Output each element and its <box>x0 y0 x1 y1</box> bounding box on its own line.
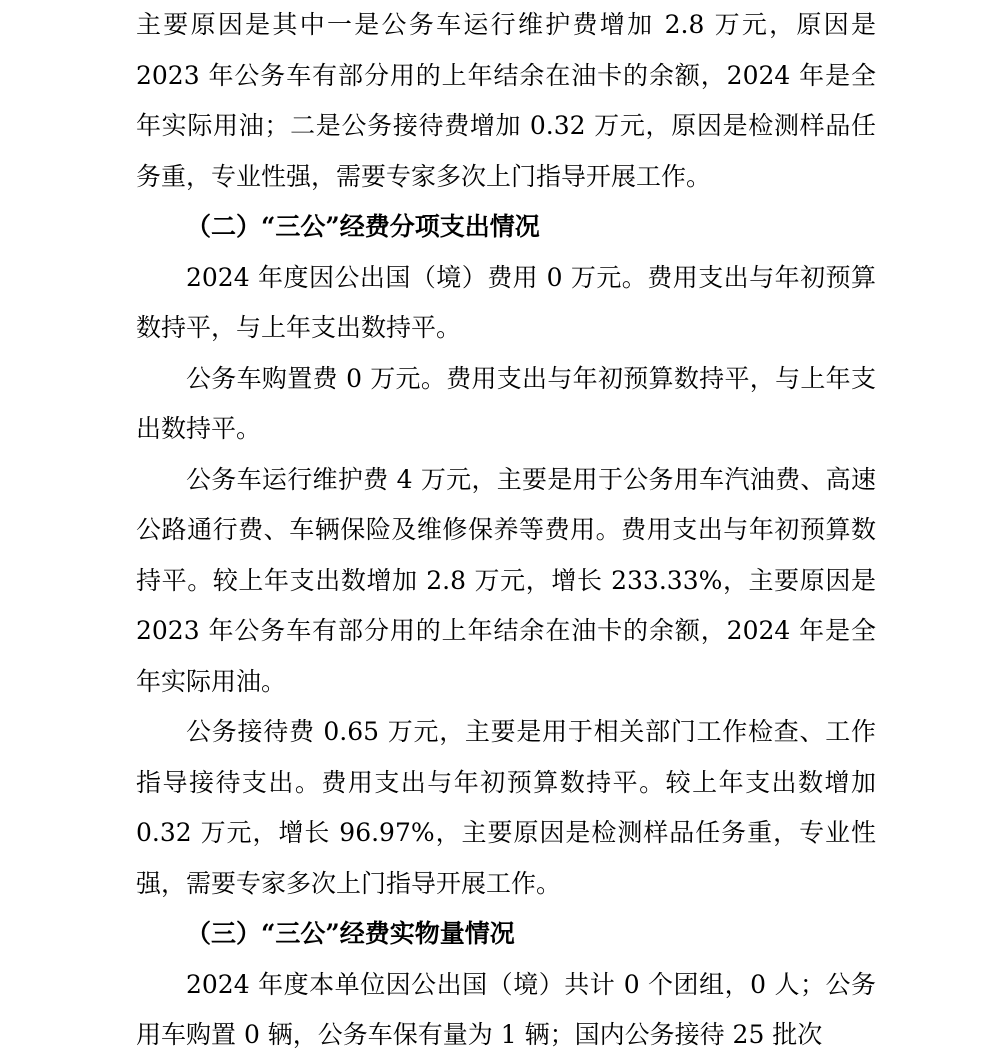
document-page <box>136 0 876 1061</box>
section-heading-2: （二）“三公”经费分项支出情况 <box>186 212 540 241</box>
section-heading-3: （三）“三公”经费实物量情况 <box>186 919 515 948</box>
paragraph-vehicle-purchase: 公务车购置费 0 万元。费用支出与年初预算数持平，与上年支出数持平。 <box>136 363 876 443</box>
paragraph-physical-quantities: 2024 年度本单位因公出国（境）共计 0 个团组，0 人；公务用车购置 0 辆，公务车保有量为 1 辆；国内公务接待 25 批次 <box>136 969 876 1049</box>
paragraph-reception: 公务接待费 0.65 万元，主要是用于相关部门工作检查、工作指导接待支出。费用支出与年初预算数持平。较上年支出数增加 0.32 万元，增长 96.97%，主要原因是检测样品任务重，专业性强，需要专家多次上门指导开展工作。 <box>136 717 876 898</box>
paragraph-vehicle-maintenance: 公务车运行维护费 4 万元，主要是用于公务用车汽油费、高速公路通行费、车辆保险及维修保养等费用。费用支出与年初预算数持平。较上年支出数增加 2.8 万元，增长 233.33%，主要原因是 2023 年公务车有部分用的上年结余在油卡的余额，2024 年是全年实际用油。 <box>136 464 876 696</box>
paragraph-continued: 主要原因是其中一是公务车运行维护费增加 2.8 万元，原因是2023 年公务车有部分用的上年结余在油卡的余额，2024 年是全年实际用油；二是公务接待费增加 0.32 万元，原因是检测样品任务重，专业性强，需要专家多次上门指导开展工作。 <box>136 10 876 191</box>
paragraph-overseas-travel: 2024 年度因公出国（境）费用 0 万元。费用支出与年初预算数持平，与上年支出数持平。 <box>136 262 876 342</box>
